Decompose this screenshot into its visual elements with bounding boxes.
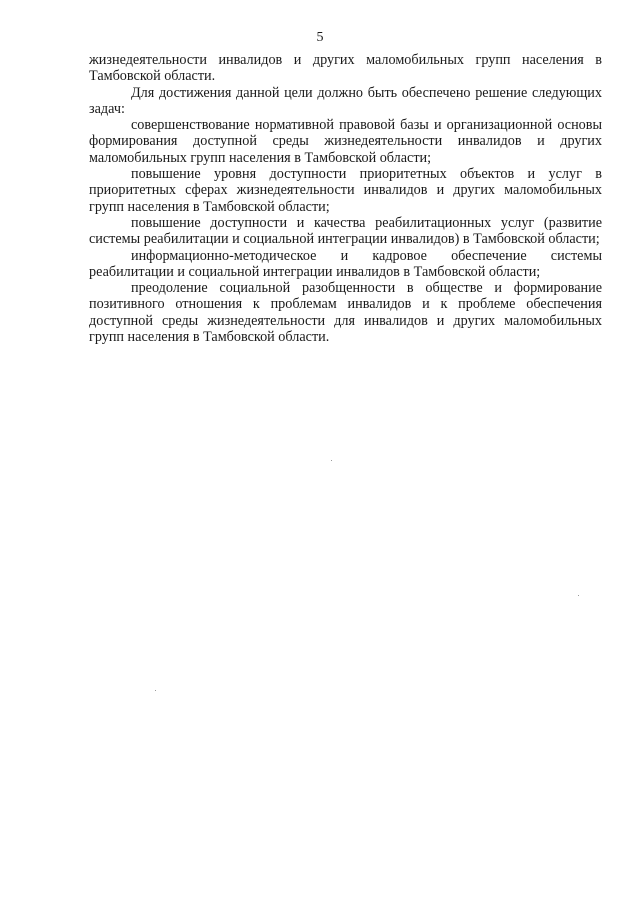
- paragraph-task-accessibility: повышение уровня доступности приоритетных объектов и услуг в приоритетных сферах жизнедеятельности инвалидов и других маломобильных групп населения в Тамбовской области;: [89, 166, 602, 215]
- paragraph-task-staffing: информационно-методическое и кадровое обеспечение системы реабилитации и социальной интеграции инвалидов в Тамбовской области;: [89, 247, 602, 280]
- document-body: [89, 52, 602, 345]
- scan-speck: [331, 460, 332, 461]
- paragraph-task-legal-base: совершенствование нормативной правовой базы и организационной основы формирования доступной среды жизнедеятельности инвалидов и других маломобильных групп населения в Тамбовской области;: [89, 117, 602, 166]
- page-number: 5: [316, 30, 324, 45]
- scan-speck: [578, 595, 579, 596]
- paragraph-task-rehabilitation: повышение доступности и качества реабилитационных услуг (развитие системы реабилитации и социальной интеграции инвалидов) в Тамбовской области;: [89, 214, 602, 248]
- paragraph-continuation: жизнедеятельности инвалидов и других маломобильных групп населения в Тамбовской области.: [89, 52, 602, 85]
- scan-speck: [155, 690, 156, 691]
- paragraph-goal-intro: Для достижения данной цели должно быть обеспечено решение следующих задач:: [89, 84, 602, 117]
- paragraph-task-social-attitude: преодоление социальной разобщенности в обществе и формирование позитивного отношения к проблемам инвалидов и к проблеме обеспечения доступной среды жизнедеятельности для инвалидов и других маломобильных групп населения в Тамбовской области.: [89, 280, 602, 346]
